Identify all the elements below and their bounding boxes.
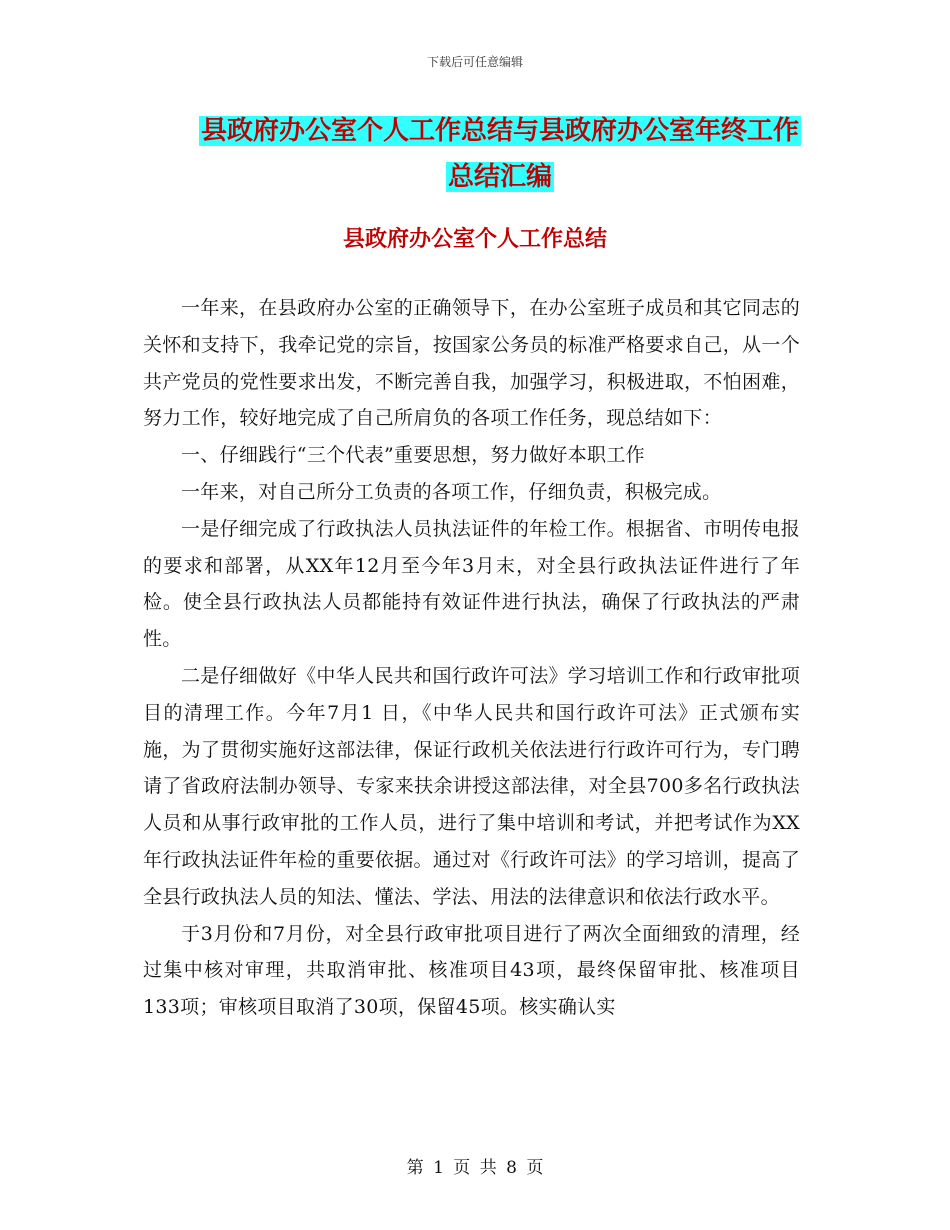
title-line-1: 县政府办公室个人工作总结与县政府办公室年终工作 <box>200 116 799 146</box>
document-body <box>143 290 800 1026</box>
page-header-note: 下载后可任意编辑 <box>426 55 523 69</box>
page-number-footer: 第 1 页 共 8 页 <box>406 1158 544 1178</box>
paragraph: 一是仔细完成了行政执法人员执法证件的年检工作。根据省、市明传电报的要求和部署，从XX年12月至今年3月末，对全县行政执法证件进行了年检。使全县行政执法人员都能持有效证件进行执法，确保了行政执法的严肃性。 <box>143 517 800 651</box>
title-line-2: 总结汇编 <box>447 162 552 192</box>
document-title <box>120 108 880 200</box>
paragraph: 一年来，在县政府办公室的正确领导下，在办公室班子成员和其它同志的关怀和支持下，我牵记党的宗旨，按国家公务员的标准严格要求自己，从一个共产党员的党性要求出发，不断完善自我，加强学习，积极进取，不怕困难，努力工作，较好地完成了自己所肩负的各项工作任务，现总结如下： <box>143 297 800 430</box>
paragraph: 二是仔细做好《中华人民共和国行政许可法》学习培训工作和行政审批项目的清理工作。今年7月1 日，《中华人民共和国行政许可法》正式颁布实施，为了贯彻实施好这部法律，保证行政机关依法进行行政许可行为，专门聘请了省政府法制办领导、专家来扶余讲授这部法律，对全县700多名行政执法人员和从事行政审批的工作人员，进行了集中培训和考试，并把考试作为XX年行政执法证件年检的重要依据。通过对《行政许可法》的学习培训，提高了全县行政执法人员的知法、懂法、学法、用法的法律意识和依法行政水平。 <box>143 664 800 908</box>
paragraph: 于3月份和7月份，对全县行政审批项目进行了两次全面细致的清理，经过集中核对审理，共取消审批、核准项目43项，最终保留审批、核准项目133项；审核项目取消了30项，保留45项。核实确认实 <box>143 922 800 1019</box>
paragraph: 一、仔细践行“三个代表”重要思想，努力做好本职工作 <box>181 444 645 467</box>
section-title: 县政府办公室个人工作总结 <box>342 226 607 252</box>
paragraph: 一年来，对自己所分工负责的各项工作，仔细负责，积极完成。 <box>181 480 722 503</box>
